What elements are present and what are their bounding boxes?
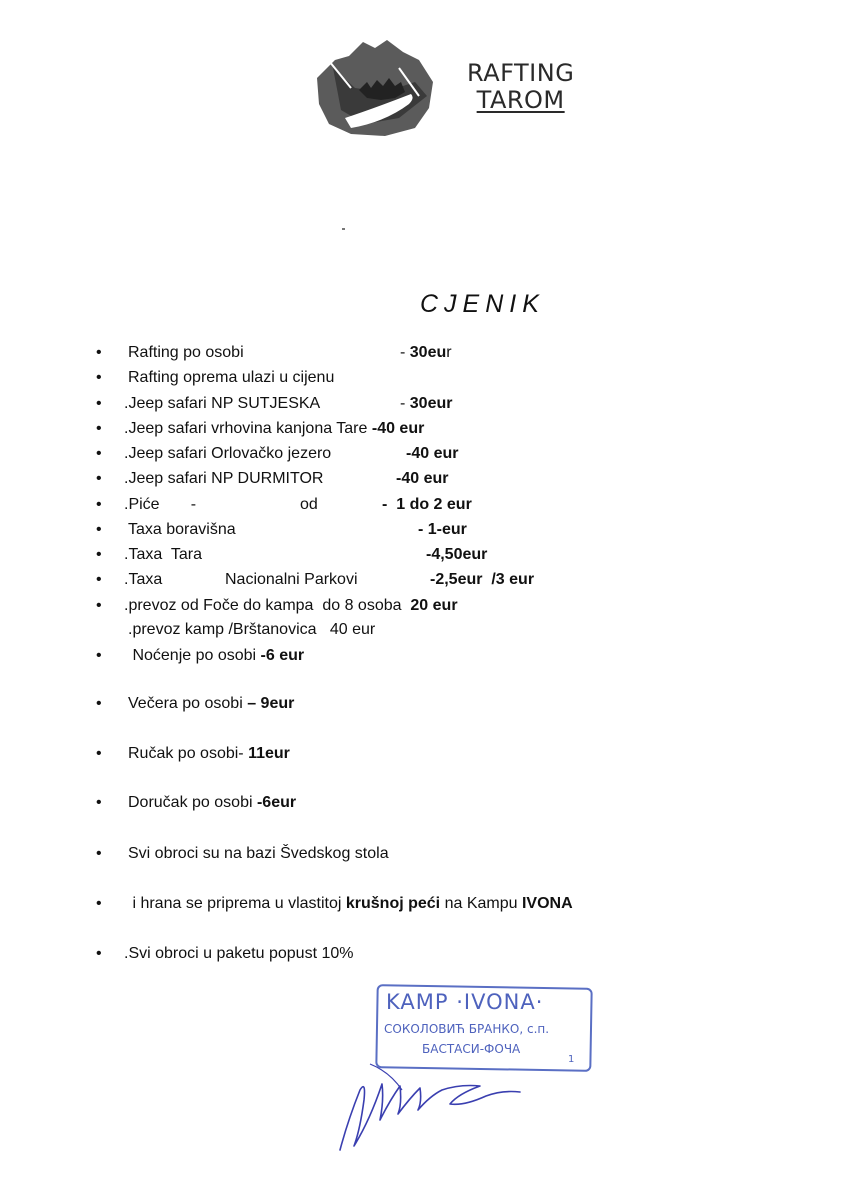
list-item: • .Taxa Nacionalni Parkovi -2,5eur /3 eur bbox=[96, 569, 656, 591]
bullet-icon: • bbox=[96, 395, 102, 412]
price: - 1-eur bbox=[418, 521, 467, 538]
rafting-tarom-logo bbox=[315, 38, 435, 138]
price: - 1 do 2 eur bbox=[382, 496, 472, 513]
handwritten-signature bbox=[330, 1050, 530, 1160]
price: -40 eur bbox=[406, 445, 459, 462]
list-item: • i hrana se priprema u vlastitoj krušnoj peći na Kampu IVONA bbox=[96, 893, 656, 915]
bullet-icon: • bbox=[96, 420, 102, 437]
list-item: • .Jeep safari Orlovačko jezero -40 eur bbox=[96, 443, 656, 465]
bullet-icon: • bbox=[96, 571, 102, 588]
logo-line-2: TAROM bbox=[476, 86, 565, 114]
bullet-icon: • bbox=[96, 521, 102, 538]
list-item: • .Jeep safari NP SUTJESKA - 30eur bbox=[96, 393, 656, 415]
list-item: .prevoz kamp /Brštanovica 40 eur bbox=[128, 621, 376, 638]
list-item: • .prevoz od Foče do kampa do 8 osoba 20 eur bbox=[96, 595, 656, 617]
bullet-icon: • bbox=[96, 945, 102, 962]
list-item: • Doručak po osobi -6eur bbox=[96, 792, 656, 814]
list-item: • Taxa boravišna - 1-eur bbox=[96, 519, 656, 541]
list-item: • Ručak po osobi- 11eur bbox=[96, 743, 656, 765]
price: -2,5eur /3 eur bbox=[430, 571, 535, 588]
list-item: • Noćenje po osobi -6 eur bbox=[96, 645, 656, 667]
list-item: • Svi obroci su na bazi Švedskog stola bbox=[96, 843, 656, 865]
stamp-number: 1 bbox=[568, 1054, 575, 1065]
price: - 30eur bbox=[400, 395, 453, 412]
stamp-owner: СОКОЛОВИЋ БРАНКО, с.п. bbox=[384, 1022, 550, 1036]
bullet-icon: • bbox=[96, 369, 102, 386]
page-title: CJENIK bbox=[420, 290, 545, 318]
logo-line-1: RAFTING bbox=[467, 59, 575, 87]
list-item: • .Svi obroci u paketu popust 10% bbox=[96, 943, 656, 965]
price: -40 eur bbox=[396, 470, 449, 487]
price: -4,50eur bbox=[426, 546, 488, 563]
bullet-icon: • bbox=[96, 794, 102, 811]
list-item: • .Taxa Tara -4,50eur bbox=[96, 544, 656, 566]
list-item: • Rafting oprema ulazi u cijenu bbox=[96, 367, 656, 389]
bullet-icon: • bbox=[96, 695, 102, 712]
stamp-title: KAMP ·IVONA· bbox=[386, 990, 544, 1014]
bullet-icon: • bbox=[96, 470, 102, 487]
stamp-location: БАСТАСИ-ФОЧА bbox=[422, 1042, 521, 1056]
bullet-icon: • bbox=[96, 496, 102, 513]
bullet-icon: • bbox=[96, 546, 102, 563]
bullet-icon: • bbox=[96, 845, 102, 862]
bullet-icon: • bbox=[96, 895, 102, 912]
list-item: • .Jeep safari vrhovina kanjona Tare -40 eur bbox=[96, 418, 656, 440]
logo-wordmark bbox=[467, 60, 574, 114]
scan-speck bbox=[342, 228, 345, 230]
price: - 30eur bbox=[400, 344, 452, 361]
list-item: • Večera po osobi – 9eur bbox=[96, 693, 656, 715]
list-item: • .Piće - od - 1 do 2 eur bbox=[96, 494, 656, 516]
bullet-icon: • bbox=[96, 597, 102, 614]
bullet-icon: • bbox=[96, 344, 102, 361]
bullet-icon: • bbox=[96, 745, 102, 762]
bullet-icon: • bbox=[96, 445, 102, 462]
list-item: • .Jeep safari NP DURMITOR -40 eur bbox=[96, 468, 656, 490]
list-item: • Rafting po osobi - 30eur bbox=[96, 342, 656, 364]
bullet-icon: • bbox=[96, 647, 102, 664]
